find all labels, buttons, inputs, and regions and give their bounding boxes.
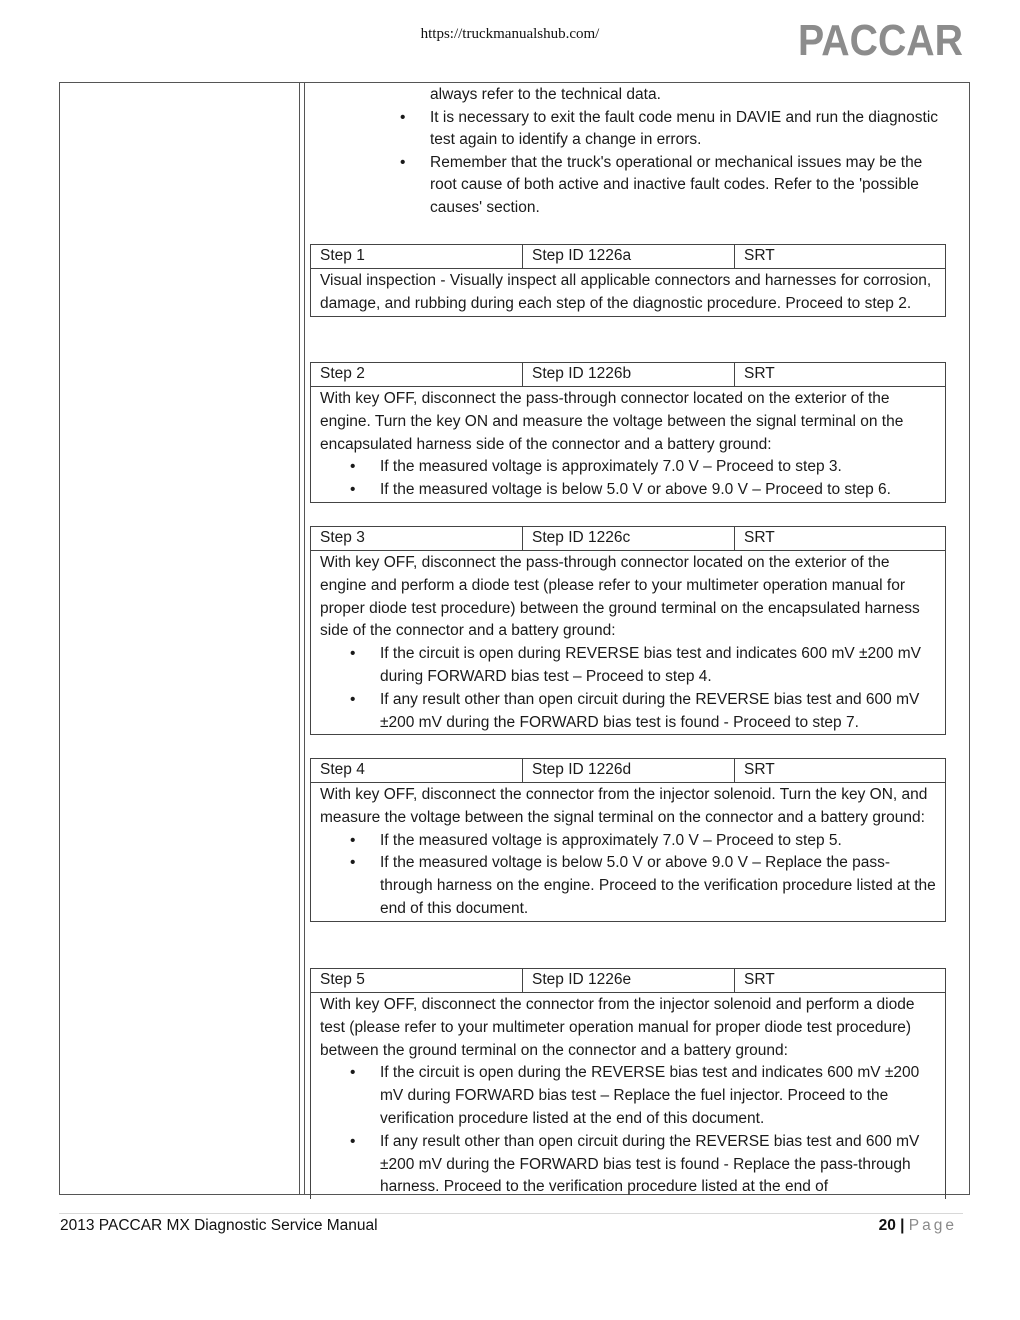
step-table [310, 362, 946, 503]
bullet-icon: • [350, 645, 356, 663]
step-table [310, 968, 946, 1199]
step-bullet [320, 456, 936, 479]
step-bullets [320, 830, 936, 921]
step-text: Visual inspection - Visually inspect all applicable connectors and harnesses for corrosion, damage, and rubbing during each step of the diagnostic procedure. Proceed to step 2. [320, 272, 932, 312]
step-id: Step ID 1226e [523, 969, 735, 992]
bullet-icon: • [350, 831, 356, 849]
step-bullet-text: If the circuit is open during the REVERSE bias test and indicates 600 mV ±200 mV during FORWARD bias test – Replace the fuel injector. Proceed to the verification procedure listed at the end of this document. [380, 1064, 920, 1127]
bullet-icon: • [350, 690, 356, 708]
step-bullet [320, 689, 936, 735]
left-column [60, 83, 300, 1194]
page-label: Page [908, 1217, 957, 1234]
intro-bullet-text: Remember that the truck's operational or mechanical issues may be the root cause of both active and inactive fault codes. Refer to the 'possible causes' section. [430, 153, 923, 216]
step-text: With key OFF, disconnect the pass-through connector located on the exterior of the engine and perform a diode test (please refer to your multimeter operation manual for proper diode test procedure) between the ground terminal on the encapsulated harness side of the connector and a battery ground: [320, 554, 920, 640]
bullet-icon: • [350, 481, 356, 499]
step-text: With key OFF, disconnect the connector from the injector solenoid and perform a diode test (please refer to your multimeter operation manual for proper diode test procedure) between the ground terminal on the connector and a battery ground: [320, 996, 915, 1059]
procedure-table [59, 82, 970, 1195]
step-bullets [320, 1062, 936, 1199]
paccar-logo [798, 16, 963, 65]
step-id: Step ID 1226b [523, 363, 735, 386]
step-bullet [320, 1131, 936, 1199]
step-body [311, 993, 945, 1199]
step-header-row [311, 245, 945, 269]
bullet-icon: • [350, 1064, 356, 1082]
intro-continuation-text: always refer to the technical data. [430, 86, 661, 103]
step-bullet-text: If the measured voltage is approximately 7.0 V – Proceed to step 3. [380, 458, 842, 476]
page-number: 20 [878, 1217, 896, 1234]
step-number: Step 1 [311, 245, 523, 268]
intro-bullet [305, 107, 969, 152]
step-srt: SRT [744, 529, 775, 546]
bullet-icon: • [350, 458, 356, 476]
step-header-row [311, 759, 945, 783]
step-srt: SRT [744, 761, 775, 778]
bullet-icon: • [350, 854, 356, 872]
step-header-row [311, 527, 945, 551]
intro-continuation [305, 84, 969, 107]
step-bullet [320, 830, 936, 853]
step-bullet-text: If the measured voltage is below 5.0 V or above 9.0 V – Replace the pass-through harness on the engine. Proceed to the verification procedure listed at the end of this document. [380, 854, 936, 917]
step-body [311, 387, 945, 502]
step-table [310, 244, 946, 317]
step-id: Step ID 1226c [523, 527, 735, 550]
step-body [311, 783, 945, 921]
page-separator: | [900, 1217, 905, 1234]
step-number: Step 2 [311, 363, 523, 386]
step-body [311, 551, 945, 734]
intro-bullet-text: It is necessary to exit the fault code menu in DAVIE and run the diagnostic test again to identify a change in errors. [430, 108, 939, 148]
step-srt: SRT [744, 971, 775, 988]
right-column-content [305, 83, 969, 1196]
step-srt: SRT [744, 365, 775, 382]
step-number: Step 5 [311, 969, 523, 992]
step-bullets [320, 643, 936, 734]
header-url[interactable]: https://truckmanualshub.com/ [420, 26, 600, 42]
step-number: Step 4 [311, 759, 523, 782]
footer-page [879, 1217, 957, 1235]
step-body [311, 269, 945, 316]
bullet-icon: • [400, 108, 406, 126]
step-id: Step ID 1226a [523, 245, 735, 268]
step-table [310, 758, 946, 922]
step-bullet [320, 479, 936, 502]
step-id: Step ID 1226d [523, 759, 735, 782]
step-bullet [320, 643, 936, 689]
step-bullet-text: If the measured voltage is approximately 7.0 V – Proceed to step 5. [380, 831, 842, 849]
step-bullets [320, 456, 936, 502]
step-header-row [311, 363, 945, 387]
step-bullet [320, 852, 936, 920]
step-bullet-text: If any result other than open circuit during the REVERSE bias test and 600 mV ±200 mV during the FORWARD bias test is found - Proceed to step 7. [380, 690, 920, 731]
footer-title: 2013 PACCAR MX Diagnostic Service Manual [60, 1217, 378, 1234]
bullet-icon: • [400, 153, 406, 171]
step-table [310, 526, 946, 735]
step-bullet-text: If any result other than open circuit during the REVERSE bias test and 600 mV ±200 mV during the FORWARD bias test is found - Replace the pass-through harness. Proceed to the verification procedure listed at the end of [380, 1132, 920, 1196]
step-header-row [311, 969, 945, 993]
step-bullet-text: If the circuit is open during REVERSE bias test and indicates 600 mV ±200 mV during FORWARD bias test – Proceed to step 4. [380, 645, 921, 685]
step-srt: SRT [744, 247, 775, 264]
footer-divider [59, 1213, 963, 1214]
intro-notes [305, 84, 969, 219]
intro-bullet [305, 152, 969, 220]
bullet-icon: • [350, 1132, 356, 1150]
step-text: With key OFF, disconnect the connector from the injector solenoid. Turn the key ON, and measure the voltage between the signal terminal on the connector and a battery ground: [320, 786, 928, 826]
logo-text: PACCAR [798, 16, 963, 65]
step-text: With key OFF, disconnect the pass-through connector located on the exterior of the engine. Turn the key ON and measure the voltage between the signal terminal on the encapsulated harness side of the connector and a battery ground: [320, 390, 904, 453]
step-bullet-text: If the measured voltage is below 5.0 V or above 9.0 V – Proceed to step 6. [380, 481, 891, 499]
step-number: Step 3 [311, 527, 523, 550]
step-bullet [320, 1062, 936, 1130]
right-column [304, 83, 969, 1194]
